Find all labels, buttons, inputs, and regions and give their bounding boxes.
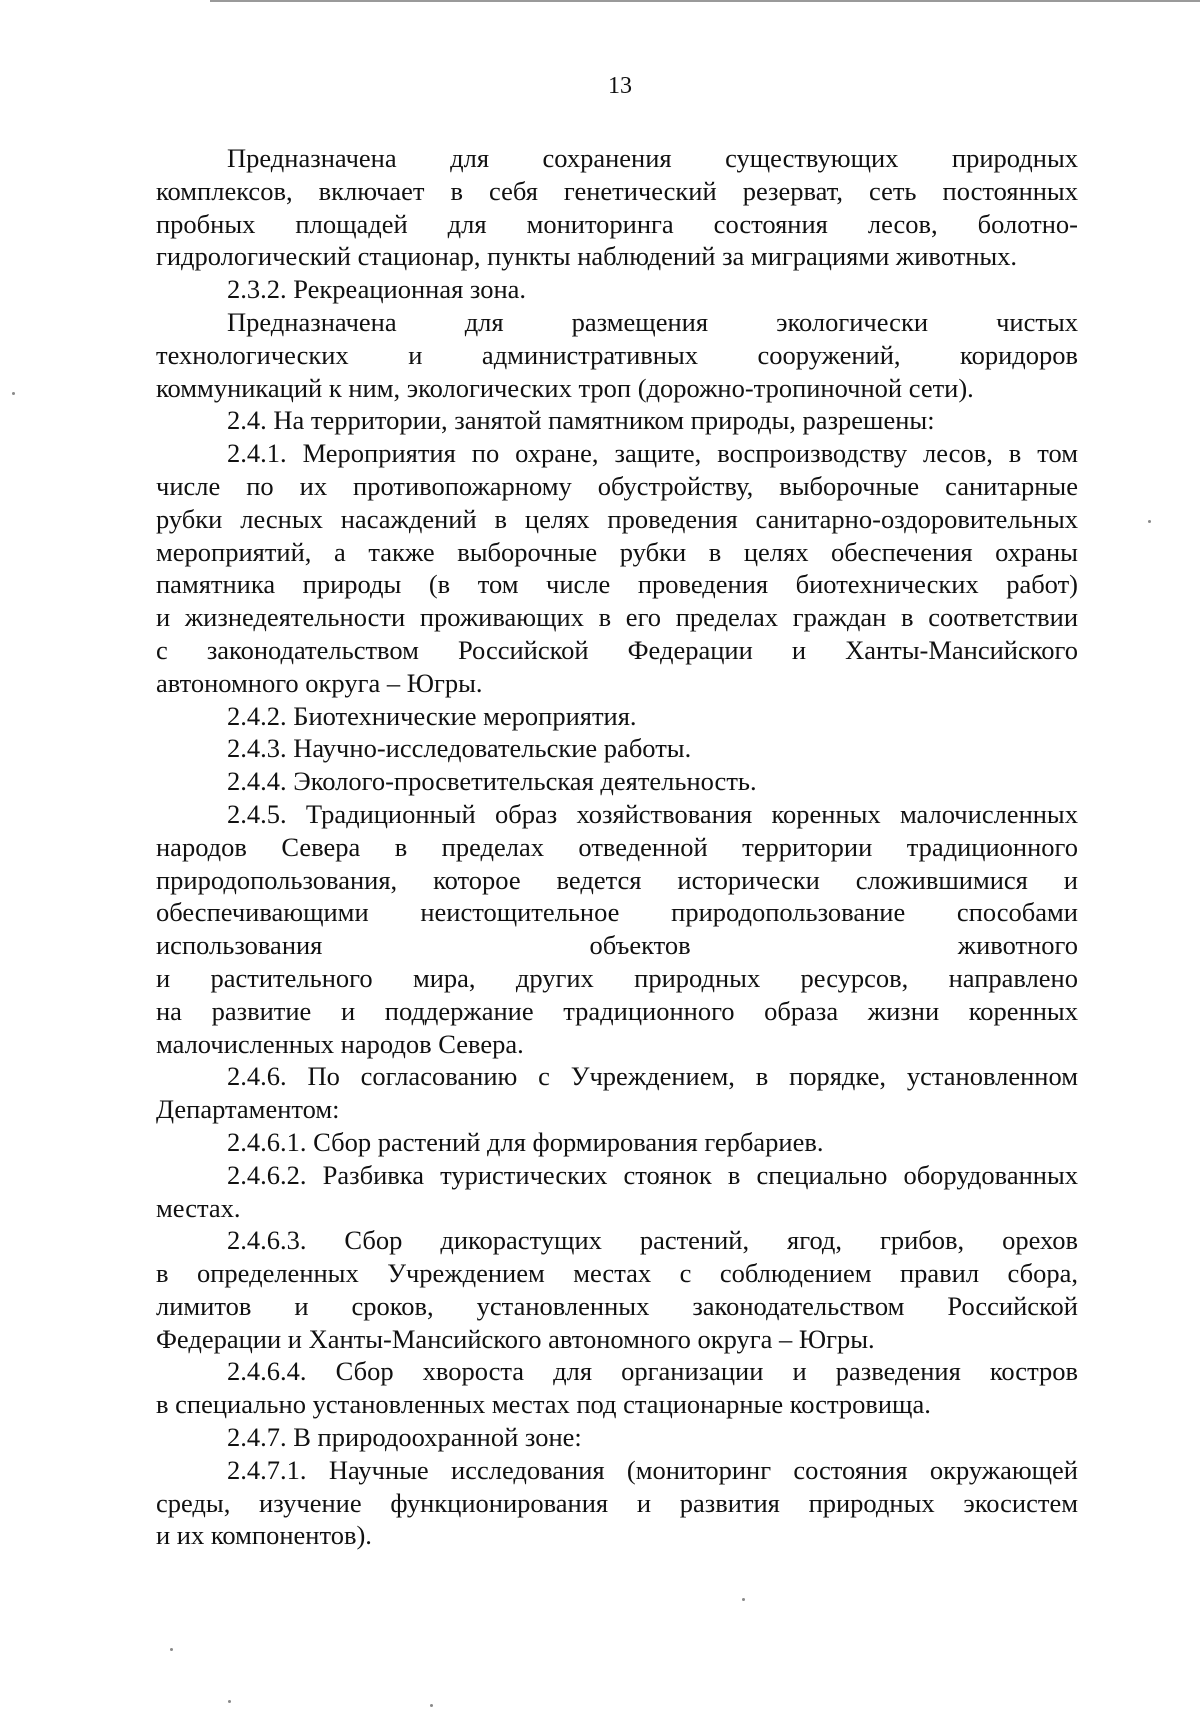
text-line: 2.4.6.1. Сбор растений для формирования гербариев. bbox=[227, 1126, 824, 1157]
text-line: 2.4.6. По согласованию с Учреждением, в порядке, установленном bbox=[227, 1061, 1078, 1092]
scan-speck bbox=[228, 1700, 231, 1703]
text-line: 2.4.6.3. Сбор дикорастущих растений, ягод, грибов, орехов bbox=[227, 1225, 1078, 1256]
text-line: лимитов и сроков, установленных законодательством Российской bbox=[156, 1290, 1078, 1321]
text-line: автономного округа – Югры. bbox=[156, 667, 483, 698]
text-line: в определенных Учреждением местах с соблюдением правил сбора, bbox=[156, 1258, 1078, 1289]
text-line: 2.4.7. В природоохранной зоне: bbox=[227, 1422, 582, 1453]
text-line: использования объектов животного bbox=[156, 930, 1078, 961]
text-line: 2.4.7.1. Научные исследования (мониторинг состояния окружающей bbox=[227, 1454, 1078, 1485]
text-line: 2.4.6.4. Сбор хвороста для организации и разведения костров bbox=[227, 1356, 1078, 1387]
text-line: коммуникаций к ним, экологических троп (дорожно-тропиночной сети). bbox=[156, 372, 974, 403]
text-line: числе по их противопожарному обустройству, выборочные санитарные bbox=[156, 470, 1078, 501]
text-line: памятника природы (в том числе проведения биотехнических работ) bbox=[156, 569, 1078, 600]
text-line: гидрологический стационар, пункты наблюдений за миграциями животных. bbox=[156, 241, 1018, 272]
text-line: 2.4.1. Мероприятия по охране, защите, воспроизводству лесов, в том bbox=[227, 438, 1078, 469]
scan-speck bbox=[742, 1598, 745, 1601]
text-line: Федерации и Ханты-Мансийского автономного округа – Югры. bbox=[156, 1323, 875, 1354]
text-line: в специально установленных местах под стационарные костровища. bbox=[156, 1389, 931, 1420]
text-line: народов Севера в пределах отведенной территории традиционного bbox=[156, 831, 1078, 862]
text-line: 2.4.5. Традиционный образ хозяйствования коренных малочисленных bbox=[227, 798, 1078, 829]
text-line: на развитие и поддержание традиционного образа жизни коренных bbox=[156, 995, 1078, 1026]
scan-speck bbox=[12, 392, 15, 395]
scan-edge-line bbox=[210, 0, 1200, 2]
text-line: природопользования, которое ведется исторически сложившимися и bbox=[156, 864, 1078, 895]
text-line: Предназначена для размещения экологически чистых bbox=[227, 306, 1078, 337]
text-line: Департаментом: bbox=[156, 1094, 340, 1125]
text-line: обеспечивающими неистощительное природопользование способами bbox=[156, 897, 1078, 928]
text-line: технологических и административных сооружений, коридоров bbox=[156, 339, 1078, 370]
text-line: мероприятий, а также выборочные рубки в целях обеспечения охраны bbox=[156, 536, 1078, 567]
text-line: 2.4.6.2. Разбивка туристических стоянок в специально оборудованных bbox=[227, 1159, 1078, 1190]
text-line: пробных площадей для мониторинга состояния лесов, болотно- bbox=[156, 208, 1078, 239]
text-line: малочисленных народов Севера. bbox=[156, 1028, 524, 1059]
scan-speck bbox=[170, 1648, 173, 1651]
scan-speck bbox=[1148, 520, 1151, 523]
text-line: с законодательством Российской Федерации и Ханты-Мансийского bbox=[156, 634, 1078, 665]
document-body bbox=[156, 142, 1078, 1552]
text-line: среды, изучение функционирования и развития природных экосистем bbox=[156, 1487, 1078, 1518]
text-line: Предназначена для сохранения существующих природных bbox=[227, 143, 1078, 173]
text-line: и жизнедеятельности проживающих в его пределах граждан в соответствии bbox=[156, 602, 1078, 633]
page-number: 13 bbox=[608, 73, 632, 99]
text-line: 2.4. На территории, занятой памятником природы, разрешены: bbox=[227, 405, 935, 436]
text-line: и растительного мира, других природных ресурсов, направлено bbox=[156, 962, 1078, 993]
text-line: 2.3.2. Рекреационная зона. bbox=[227, 274, 527, 305]
text-line: 2.4.4. Эколого-просветительская деятельность. bbox=[227, 766, 757, 797]
text-line: комплексов, включает в себя генетический резерват, сеть постоянных bbox=[156, 175, 1078, 206]
scan-speck bbox=[430, 1704, 433, 1707]
text-line: рубки лесных насаждений в целях проведения санитарно-оздоровительных bbox=[156, 503, 1078, 534]
text-line: и их компонентов). bbox=[156, 1520, 372, 1551]
text-line: 2.4.3. Научно-исследовательские работы. bbox=[227, 733, 692, 764]
text-line: местах. bbox=[156, 1192, 241, 1223]
text-line: 2.4.2. Биотехнические мероприятия. bbox=[227, 700, 637, 731]
